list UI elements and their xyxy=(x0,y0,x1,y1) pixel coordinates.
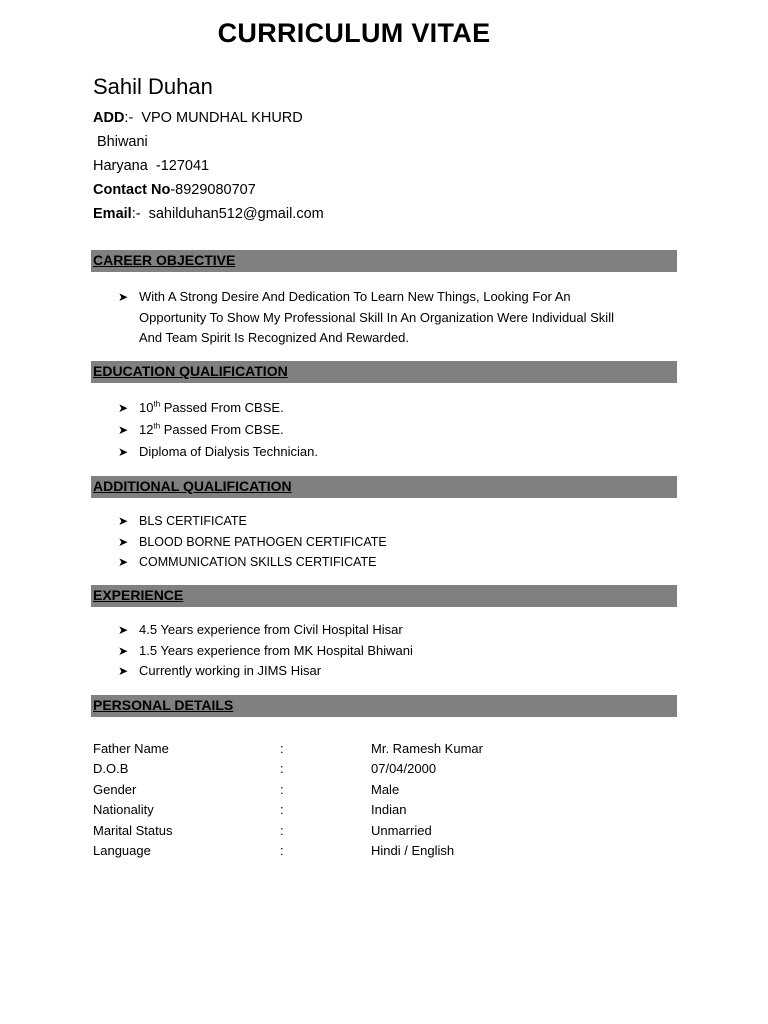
experience-list xyxy=(118,620,663,682)
page-title: CURRICULUM VITAE xyxy=(217,18,491,48)
experience-item: Currently working in JIMS Hisar xyxy=(139,663,322,678)
career-objective-text-3: And Team Spirit Is Recognized And Rewarded. xyxy=(139,330,410,345)
detail-colon: : xyxy=(280,781,284,797)
career-objective-list xyxy=(118,287,663,349)
section-title: EDUCATION QUALIFICATION xyxy=(93,363,288,379)
detail-key: Language xyxy=(93,843,151,859)
arrowhead-bullet-icon: ➤ xyxy=(118,514,129,528)
section-header-education xyxy=(91,361,677,383)
career-objective-text-1: With A Strong Desire And Dedication To Learn New Things, Looking For An xyxy=(139,289,571,304)
list-item xyxy=(118,532,663,553)
education-num: 10 xyxy=(139,400,154,415)
section-header-experience xyxy=(91,585,677,607)
additional-item: BLOOD BORNE PATHOGEN CERTIFICATE xyxy=(139,534,387,549)
detail-key: D.O.B xyxy=(93,761,129,777)
list-item xyxy=(118,620,663,641)
list-item xyxy=(118,511,663,532)
education-list xyxy=(118,397,663,463)
list-item xyxy=(118,397,663,419)
arrowhead-bullet-icon: ➤ xyxy=(118,664,129,678)
list-item xyxy=(118,441,663,463)
education-text: Diploma of Dialysis Technician. xyxy=(139,444,318,459)
detail-key: Gender xyxy=(93,781,137,797)
list-item xyxy=(118,287,663,349)
arrowhead-bullet-icon: ➤ xyxy=(118,643,129,658)
section-header-personal-details xyxy=(91,695,677,717)
detail-value: Indian xyxy=(371,802,407,818)
arrowhead-bullet-icon: ➤ xyxy=(118,423,129,437)
detail-colon: : xyxy=(280,802,284,818)
list-item xyxy=(118,552,663,573)
arrowhead-bullet-icon: ➤ xyxy=(118,555,129,569)
email-label: Email xyxy=(93,206,132,222)
additional-item: BLS CERTIFICATE xyxy=(139,514,247,528)
personal-details-table xyxy=(93,738,571,861)
address-line-2: Bhiwani xyxy=(97,134,148,150)
section-header-additional-qualification xyxy=(91,476,677,498)
table-row xyxy=(93,738,571,759)
experience-item: 1.5 Years experience from MK Hospital Bhiwani xyxy=(139,642,413,658)
detail-key: Marital Status xyxy=(93,822,173,838)
experience-item: 4.5 Years experience from Civil Hospital Hisar xyxy=(139,622,403,637)
contact-line xyxy=(93,178,324,202)
detail-value: Unmarried xyxy=(371,822,432,838)
table-row xyxy=(93,759,571,780)
detail-value: Mr. Ramesh Kumar xyxy=(371,740,483,756)
address-label: ADD xyxy=(93,110,125,126)
career-objective-text-2: Opportunity To Show My Professional Skill In An Organization Were Individual Skill xyxy=(139,309,614,325)
contact-block xyxy=(93,106,324,226)
contact-value: -8929080707 xyxy=(170,182,256,198)
detail-value: 07/04/2000 xyxy=(371,761,437,777)
section-title: CAREER OBJECTIVE xyxy=(93,252,236,268)
section-header-career-objective xyxy=(91,250,677,272)
detail-colon: : xyxy=(280,843,284,859)
email-line xyxy=(93,202,324,226)
arrowhead-bullet-icon: ➤ xyxy=(118,401,129,415)
address-value: VPO MUNDHAL KHURD xyxy=(141,110,303,126)
education-text: Passed From CBSE. xyxy=(160,400,284,415)
section-title: EXPERIENCE xyxy=(93,587,184,603)
contact-label: Contact No xyxy=(93,182,171,198)
arrowhead-bullet-icon: ➤ xyxy=(118,534,129,549)
address-line-1 xyxy=(93,106,324,130)
additional-qualification-list xyxy=(118,511,663,573)
section-title: ADDITIONAL QUALIFICATION xyxy=(93,478,292,494)
additional-item: COMMUNICATION SKILLS CERTIFICATE xyxy=(139,555,377,569)
email-value: :- sahilduhan512@gmail.com xyxy=(131,206,324,222)
detail-colon: : xyxy=(280,761,284,777)
section-title: PERSONAL DETAILS xyxy=(93,697,234,713)
education-sup: th xyxy=(153,399,161,409)
arrowhead-bullet-icon: ➤ xyxy=(118,623,129,637)
table-row xyxy=(93,800,571,821)
table-row xyxy=(93,779,571,800)
list-item xyxy=(118,661,663,682)
detail-key: Father Name xyxy=(93,740,169,756)
detail-colon: : xyxy=(280,740,284,756)
table-row xyxy=(93,841,571,862)
education-text: Passed From CBSE. xyxy=(160,422,284,437)
detail-key: Nationality xyxy=(93,802,154,818)
list-item xyxy=(118,419,663,441)
arrowhead-bullet-icon: ➤ xyxy=(118,290,129,304)
list-item xyxy=(118,641,663,662)
detail-value: Male xyxy=(371,781,400,797)
detail-colon: : xyxy=(280,822,284,838)
education-sup: th xyxy=(153,421,161,431)
address-line-3: Haryana -127041 xyxy=(93,158,210,174)
detail-value: Hindi / English xyxy=(371,843,455,859)
education-num: 12 xyxy=(139,422,154,437)
arrowhead-bullet-icon: ➤ xyxy=(118,445,129,459)
address-separator: :- xyxy=(124,110,142,126)
table-row xyxy=(93,820,571,841)
candidate-name: Sahil Duhan xyxy=(93,74,213,99)
